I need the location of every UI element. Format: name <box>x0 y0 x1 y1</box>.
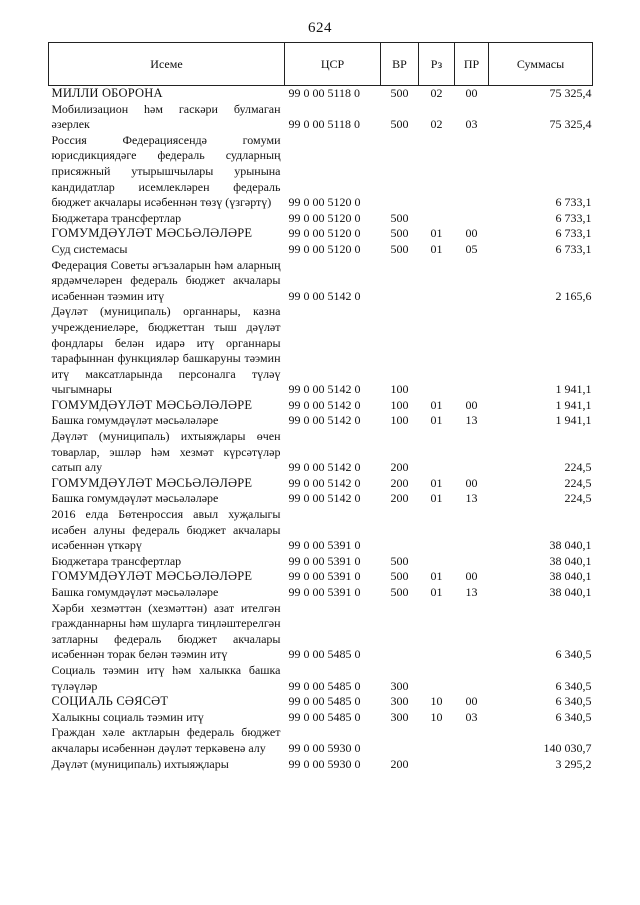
row-csr: 99 0 00 5485 0 <box>288 694 361 709</box>
row-sum: 6 733,1 <box>555 241 592 256</box>
row-rz: 01 <box>430 585 443 599</box>
row-sum: 38 040,1 <box>549 569 592 584</box>
row-vr: 500 <box>390 86 409 100</box>
row-rz <box>419 507 455 554</box>
row-pr <box>455 757 489 773</box>
row-name: Федерация Советы әгъзаларын һәм аларның ярдәмчеләрен федераль бюджет акчалары исәбеннән тәэмин итү <box>51 257 281 303</box>
row-rz: 02 <box>430 86 443 100</box>
row-sum: 6 340,5 <box>555 694 592 709</box>
row-rz <box>419 429 455 476</box>
table-row <box>49 242 593 258</box>
row-pr: 00 <box>465 694 478 709</box>
row-name: Халыкны социаль тәэмин итү <box>51 709 204 724</box>
row-vr: 300 <box>390 694 409 709</box>
row-pr: 13 <box>465 491 478 506</box>
row-pr <box>455 133 489 211</box>
table-row <box>49 725 593 756</box>
row-vr: 100 <box>390 413 409 428</box>
row-csr: 99 0 00 5118 0 <box>288 117 361 132</box>
row-vr: 500 <box>390 226 409 241</box>
row-name: Дәүләт (муниципаль) ихтыяҗлары <box>51 756 229 771</box>
row-csr: 99 0 00 5120 0 <box>288 195 361 210</box>
row-csr: 99 0 00 5120 0 <box>288 226 361 241</box>
row-pr <box>455 304 489 398</box>
table-row <box>49 258 593 305</box>
row-rz: 01 <box>430 475 443 490</box>
row-csr: 99 0 00 5485 0 <box>288 678 361 693</box>
row-name: ГОМУМДӘҮЛӘТ МӘСЬӘЛӘЛӘРЕ <box>51 397 253 412</box>
row-vr: 500 <box>390 585 409 599</box>
table-row <box>49 211 593 227</box>
row-csr: 99 0 00 5930 0 <box>288 756 361 771</box>
row-vr <box>381 601 419 663</box>
row-vr: 300 <box>390 678 409 693</box>
row-name: СОЦИАЛЬ СӘЯСӘТ <box>51 694 169 709</box>
row-pr: 00 <box>465 86 478 100</box>
table-row <box>49 663 593 694</box>
row-name: Башка гомумдәүләт мәсьәләләре <box>51 413 219 428</box>
row-vr <box>381 507 419 554</box>
row-sum: 6 340,5 <box>555 709 592 724</box>
table-row <box>49 226 593 242</box>
table-row <box>49 507 593 554</box>
row-name: Башка гомумдәүләт мәсьәләләре <box>51 585 219 599</box>
table-row <box>49 304 593 398</box>
row-pr: 05 <box>465 241 478 256</box>
row-pr: 13 <box>465 413 478 428</box>
row-vr: 200 <box>390 491 409 506</box>
header-row <box>49 43 593 86</box>
row-vr <box>381 133 419 211</box>
row-sum: 38 040,1 <box>549 538 592 553</box>
row-vr: 100 <box>390 382 409 397</box>
header-vr: ВР <box>381 43 419 86</box>
row-pr: 00 <box>465 475 478 490</box>
row-rz: 01 <box>430 226 443 241</box>
row-csr: 99 0 00 5485 0 <box>288 709 361 724</box>
row-csr: 99 0 00 5391 0 <box>288 553 361 568</box>
header-sum: Суммасы <box>489 43 593 86</box>
row-name: Хәрби хезмәттән (хезмәттән) азат ителгән гражданнарны һәм шуларга тиңләштерелгән затларны федераль бюджет акчалары исәбеннән торак белән тәэмин итү <box>51 600 281 662</box>
row-sum: 140 030,7 <box>543 740 592 755</box>
row-name: Бюджетара трансфертлар <box>51 553 182 568</box>
table-row <box>49 429 593 476</box>
row-sum: 3 295,2 <box>555 756 592 771</box>
row-sum: 1 941,1 <box>555 397 592 412</box>
row-vr: 200 <box>390 475 409 490</box>
row-csr: 99 0 00 5120 0 <box>288 210 361 225</box>
row-pr <box>455 601 489 663</box>
row-pr <box>455 211 489 227</box>
row-pr: 03 <box>465 117 478 132</box>
row-csr: 99 0 00 5142 0 <box>288 382 361 397</box>
row-name: Россия Федерациясендә гомуми юрисдикциядәге федераль судларның присяжный утырышчылары урынына кандидатлар исемлекләрен федераль бюджет акчалары исәбеннән төзү (үзгәртү) <box>51 132 281 210</box>
row-vr: 300 <box>390 709 409 724</box>
table-row <box>49 694 593 710</box>
row-sum: 224,5 <box>564 475 592 490</box>
page-number: 624 <box>308 20 332 36</box>
row-rz: 10 <box>430 694 443 709</box>
row-pr: 00 <box>465 226 478 241</box>
row-name: ГОМУМДӘҮЛӘТ МӘСЬӘЛӘЛӘРЕ <box>51 475 253 490</box>
row-pr <box>455 507 489 554</box>
row-sum: 1 941,1 <box>555 413 592 428</box>
row-sum: 2 165,6 <box>555 288 592 303</box>
header-rz: Рз <box>419 43 455 86</box>
table-row <box>49 133 593 211</box>
header-csr: ЦСР <box>285 43 381 86</box>
table-row <box>49 710 593 726</box>
row-rz <box>419 133 455 211</box>
table-row <box>49 413 593 429</box>
row-csr: 99 0 00 5142 0 <box>288 475 361 490</box>
row-name: Башка гомумдәүләт мәсьәләләре <box>51 491 219 506</box>
row-sum: 75 325,4 <box>549 86 592 100</box>
row-name: Суд системасы <box>51 241 128 256</box>
row-csr: 99 0 00 5120 0 <box>288 241 361 256</box>
row-sum: 224,5 <box>564 460 592 475</box>
table-row <box>49 585 593 601</box>
row-pr <box>455 725 489 756</box>
row-rz: 10 <box>430 709 443 724</box>
row-vr: 500 <box>390 569 409 584</box>
row-pr <box>455 554 489 570</box>
row-name: Граждан хәле актларын федераль бюджет акчалары исәбеннән дәүләт теркәвенә алу <box>51 725 281 755</box>
row-csr: 99 0 00 5391 0 <box>288 585 361 599</box>
row-sum: 38 040,1 <box>549 585 592 599</box>
row-name: Мобилизацион һәм гаскәри булмаган әзерлек <box>51 101 281 132</box>
row-pr <box>455 429 489 476</box>
row-sum: 38 040,1 <box>549 553 592 568</box>
table-row <box>49 86 593 102</box>
row-rz <box>419 757 455 773</box>
row-vr: 200 <box>390 756 409 771</box>
table-row <box>49 757 593 773</box>
row-vr: 500 <box>390 241 409 256</box>
header-pr: ПР <box>455 43 489 86</box>
row-csr: 99 0 00 5142 0 <box>288 413 361 428</box>
row-csr: 99 0 00 5142 0 <box>288 288 361 303</box>
row-sum: 6 340,5 <box>555 678 592 693</box>
row-sum: 6 733,1 <box>555 195 592 210</box>
table-row <box>49 102 593 133</box>
row-sum: 224,5 <box>564 491 592 506</box>
row-rz <box>419 554 455 570</box>
row-vr: 500 <box>390 210 409 225</box>
row-sum: 75 325,4 <box>549 117 592 132</box>
table-row <box>49 569 593 585</box>
row-sum: 6 340,5 <box>555 647 592 662</box>
row-rz <box>419 601 455 663</box>
header-name: Исеме <box>49 43 285 86</box>
row-rz <box>419 725 455 756</box>
row-vr: 100 <box>390 397 409 412</box>
row-sum: 1 941,1 <box>555 382 592 397</box>
row-name: Бюджетара трансфертлар <box>51 210 182 225</box>
table-row <box>49 398 593 414</box>
table-header <box>49 43 593 86</box>
row-pr <box>455 663 489 694</box>
row-csr: 99 0 00 5118 0 <box>288 86 361 100</box>
row-csr: 99 0 00 5142 0 <box>288 460 361 475</box>
row-name: МИЛЛИ ОБОРОНА <box>51 86 163 100</box>
row-sum: 6 733,1 <box>555 226 592 241</box>
row-rz: 01 <box>430 413 443 428</box>
row-pr: 03 <box>465 709 478 724</box>
row-name: Социаль тәэмин итү һәм халыкка башка түләүләр <box>51 662 281 693</box>
row-name: ГОМУМДӘҮЛӘТ МӘСЬӘЛӘЛӘРЕ <box>51 569 253 584</box>
row-vr: 200 <box>390 460 409 475</box>
row-name: 2016 елда Бөтенроссия авыл хуҗалыгы исәбен алуны федераль бюджет акчалары исәбеннән үткәрү <box>51 507 281 553</box>
row-rz: 01 <box>430 569 443 584</box>
row-pr: 00 <box>465 569 478 584</box>
row-csr: 99 0 00 5142 0 <box>288 397 361 412</box>
budget-table <box>48 42 593 772</box>
row-rz <box>419 211 455 227</box>
row-name: Дәүләт (муниципаль) ихтыяҗлары өчен товарлар, эшләр һәм хезмәт күрсәтүләр сатып алу <box>51 429 281 475</box>
row-name: Дәүләт (муниципаль) органнары, казна учреждениеләре, бюджеттан тыш дәүләт фондлары белән идарә итү органнары тарафыннан функцияләр башкаруны тәэмин итү максатларында персоналга түләү чыгымнары <box>51 304 281 397</box>
row-vr: 500 <box>390 117 409 132</box>
row-rz: 01 <box>430 397 443 412</box>
row-csr: 99 0 00 5930 0 <box>288 740 361 755</box>
row-rz: 02 <box>430 117 443 132</box>
row-rz <box>419 258 455 305</box>
row-sum: 6 733,1 <box>555 210 592 225</box>
row-csr: 99 0 00 5142 0 <box>288 491 361 506</box>
row-name: ГОМУМДӘҮЛӘТ МӘСЬӘЛӘЛӘРЕ <box>51 226 253 241</box>
row-pr: 13 <box>465 585 478 599</box>
row-pr <box>455 258 489 305</box>
table-body <box>49 86 593 773</box>
row-csr: 99 0 00 5485 0 <box>288 647 361 662</box>
table-row <box>49 476 593 492</box>
table-row <box>49 554 593 570</box>
row-rz: 01 <box>430 491 443 506</box>
row-rz <box>419 304 455 398</box>
row-vr: 500 <box>390 553 409 568</box>
row-csr: 99 0 00 5391 0 <box>288 569 361 584</box>
table-row <box>49 601 593 663</box>
row-csr: 99 0 00 5391 0 <box>288 538 361 553</box>
row-rz <box>419 663 455 694</box>
row-pr: 00 <box>465 397 478 412</box>
table-row <box>49 491 593 507</box>
row-vr <box>381 258 419 305</box>
row-vr <box>381 725 419 756</box>
row-rz: 01 <box>430 241 443 256</box>
